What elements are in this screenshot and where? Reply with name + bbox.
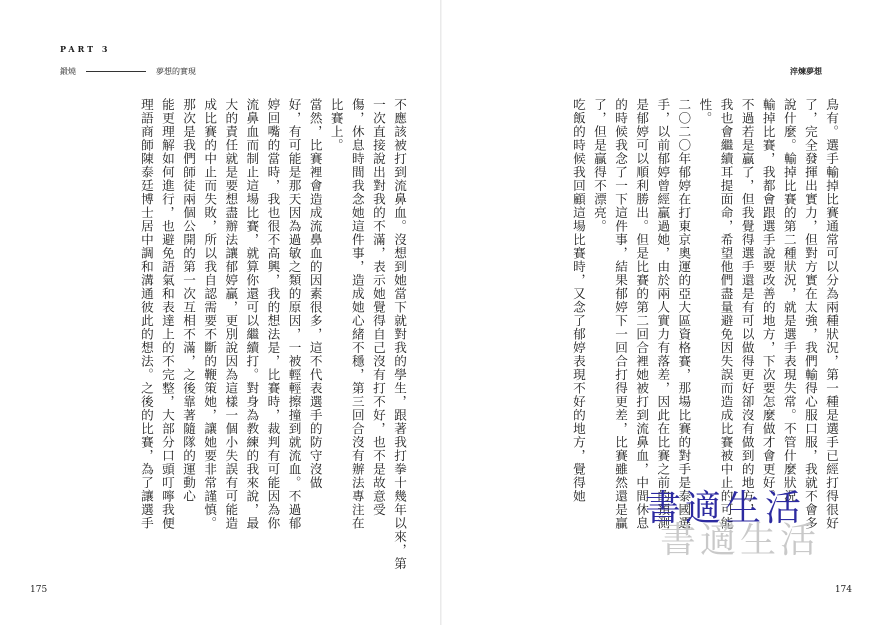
text-column: 那次是我們師徒兩個公開的第一次互相不滿，之後靠著隨隊的運動心 (181, 98, 197, 503)
chapter-title-left: 夢想的實現 (156, 67, 196, 76)
watermark-shadow: 書適生活 (660, 520, 821, 561)
page-gutter (440, 0, 442, 625)
text-column: 鳥有。選手輸掉比賽通常可以分為兩種狀況，第一種是選手已經打得很好 (824, 98, 839, 530)
text-column: 比賽上。 (328, 98, 344, 152)
text-column: 一次直接說出對我的不滿，表示她覺得自己沒有打不好，也不是故意受 (370, 98, 386, 517)
text-column: 不應該被打到流鼻血。沒想到她當下就對我的學生，跟著我打拳十幾年以來，第 (392, 98, 407, 571)
text-column: 的時候我念了一下這件事，結果郁婷下一回合打得更差，比賽雖然還是贏 (613, 98, 629, 530)
text-column: 性。 (697, 98, 713, 125)
text-column: 是郁婷可以順利勝出。但是比賽的第二回合裡她被打到流鼻血，中間休息 (634, 98, 650, 530)
part-label: PART 3 (60, 44, 111, 54)
text-column: 二〇二〇年郁婷在打東京奧運的亞大區資格賽，那場比賽的對手是泰國選 (676, 98, 692, 530)
text-column: 好，有可能是那天因為過敏之類的原因，一被輕輕擦撞到就流血。不過郁 (286, 98, 302, 530)
text-column: 大的責任就是要想盡辦法讓郁婷贏，更別說因為這樣一個小失誤有可能造 (223, 98, 239, 530)
text-column: 傷，休息時間我念她這件事，造成她心緒不穩，第三回合沒有辦法專注在 (349, 98, 365, 530)
text-column: 理語商師陳泰廷博士居中調和溝通彼此的想法。之後的比賽，為了讓選手 (138, 98, 154, 530)
text-column: 了，但是贏得不漂亮。 (591, 98, 607, 233)
page-number-left: 175 (30, 585, 48, 595)
text-column: 能更理解如何進行，也避免語氣和表達上的不完整，大部分口頭叮嚀我便 (159, 98, 175, 530)
text-column: 手，以前郁婷曾經贏過她，由於兩人實力有落差，因此在比賽之前的預測 (655, 98, 671, 530)
text-column: 當然，比賽裡會造成流鼻血的因素很多，這不代表選手的防守沒做 (307, 98, 323, 490)
section-label: 鍛燒 (60, 67, 76, 76)
text-column: 我也會繼續耳提面命，希望他們盡量避免因失誤而造成比賽被中止的可能 (718, 98, 734, 530)
text-column: 婷回嘴的當時，我也很不高興，我的想法是，比賽時，裁判有可能因為你 (265, 98, 281, 530)
page-number-right: 174 (834, 585, 852, 595)
watermark: 書適生活 (645, 488, 806, 529)
text-column: 吃飯的時候我回顧這場比賽時，又念了郁婷表現不好的地方，覺得她 (570, 98, 586, 503)
text-column: 了，完全發揮出實力，但對方實在太強，我們輸得心服口服，我就不會多 (802, 98, 818, 530)
text-column: 成比賽的中止而失敗，所以我自認需要不斷的鞭策她，讓她要非常謹慎。 (202, 98, 218, 530)
left-page-body (48, 98, 410, 571)
running-head-right: 淬煉夢想 (790, 66, 822, 76)
text-column: 流鼻血而制止這場比賽，就算你還可以繼續打。對身為教練的我來說，最 (244, 98, 260, 530)
text-column: 輸掉比賽，我都會跟選手說要改善的地方，下次要怎麼做才會更好。 (760, 98, 776, 503)
running-head-left (60, 66, 196, 77)
text-column: 說什麼。輸掉比賽的第二種狀況，就是選手表現失常。不管什麼狀況 (781, 98, 797, 503)
header-rule (86, 71, 146, 72)
text-column: 不過若是贏了，但我覺得選手還是有可以做得更好卻沒有做到的地方， (739, 98, 755, 517)
